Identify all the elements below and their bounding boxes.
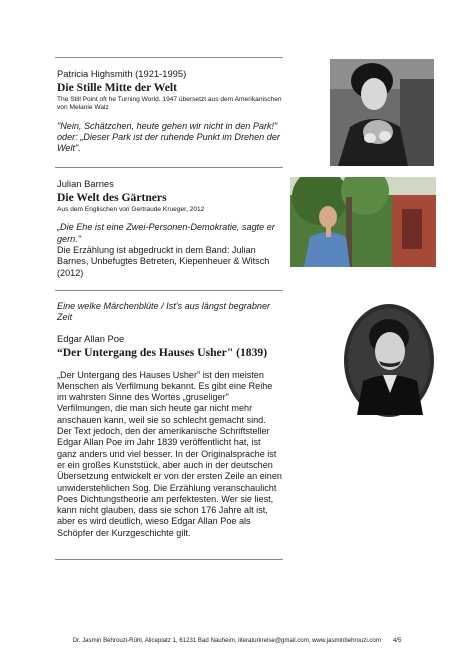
page-number: 4/5 (392, 637, 402, 644)
book-note: Die Erzählung ist abgedruckt in dem Band: Julian Barnes, Unbefugtes Betreten, Kiepenheuer & Witsch (2012) (57, 245, 270, 278)
author-name: Patricia Highsmith (1921-1995) (57, 68, 187, 79)
book-subtitle: Aus dem Englischen von Gertraude Krueger, 2012 (57, 206, 205, 213)
barnes-photo (290, 177, 436, 267)
book-subtitle: The Still Point oft he Turning World. 1947 übersetzt aus dem Amerikanischen von Melanie Walz (57, 96, 282, 112)
story-title: “Der Untergang des Hauses Usher" (1839) (57, 345, 268, 359)
section-rule-1 (55, 167, 283, 168)
book-title: Die Stille Mitte der Welt (57, 81, 177, 94)
section-barnes (57, 178, 285, 279)
section-rule-2 (55, 290, 283, 291)
epigraph: Eine welke Märchenblüte / Ist's aus längst begrabner Zeit (57, 301, 271, 323)
author-name: Edgar Allan Poe (57, 332, 125, 344)
section-poe (57, 301, 282, 539)
book-quote: „Die Ehe ist eine Zwei-Personen-Demokratie, sagte er gern." (57, 222, 275, 244)
top-rule (55, 57, 283, 58)
page-footer (0, 637, 474, 645)
book-quote: "Nein, Schätzchen, heute gehen wir nicht in den Park!" oder: „Dieser Park ist der ruhende Punkt im Drehen der Welt". (57, 120, 280, 154)
story-body: „Der Untergang des Hauses Usher" ist den meisten Menschen als Verfilmung bekannt. Es gibt eine Reihe im wahrsten Sinne des Wortes „gruseliger" Verfilmungen, die man sich heute gar nicht mehr anschauen kann, weil sie so schlecht gemacht sind. Der Text jedoch, den der amerikanische Schriftsteller Edgar Allan Poe im Jahr 1839 veröffentlicht hat, ist ganz anders und viel besser. In der Originalsprache ist er ein großes Kunststück, aber auch in der deutschen Übersetzung entwickelt er von der ersten Zeile an einen unwiderstehlichen Sog. Die Erzählung veranschaulicht Poes Dichtungstheorie am perfektesten. Wer sie liest, kann nicht glauben, dass sie schon 176 Jahre alt ist, aber es wird deutlich, wieso Edgar Allan Poe als Schöpfer der Kurzgeschichte gilt. (57, 369, 282, 538)
highsmith-photo (330, 59, 434, 166)
author-name: Julian Barnes (57, 178, 114, 189)
poe-portrait (343, 303, 435, 418)
section-rule-3 (55, 559, 283, 560)
section-highsmith (57, 68, 285, 155)
footer-contact: Dr. Jasmin Behrouzi-Rühl, Aliceplatz 1, 61231 Bad Nauheim, literaturkreise@gmail.com, www.jasminbehrouzi.com (72, 637, 381, 644)
book-title: Die Welt des Gärtners (57, 191, 167, 204)
